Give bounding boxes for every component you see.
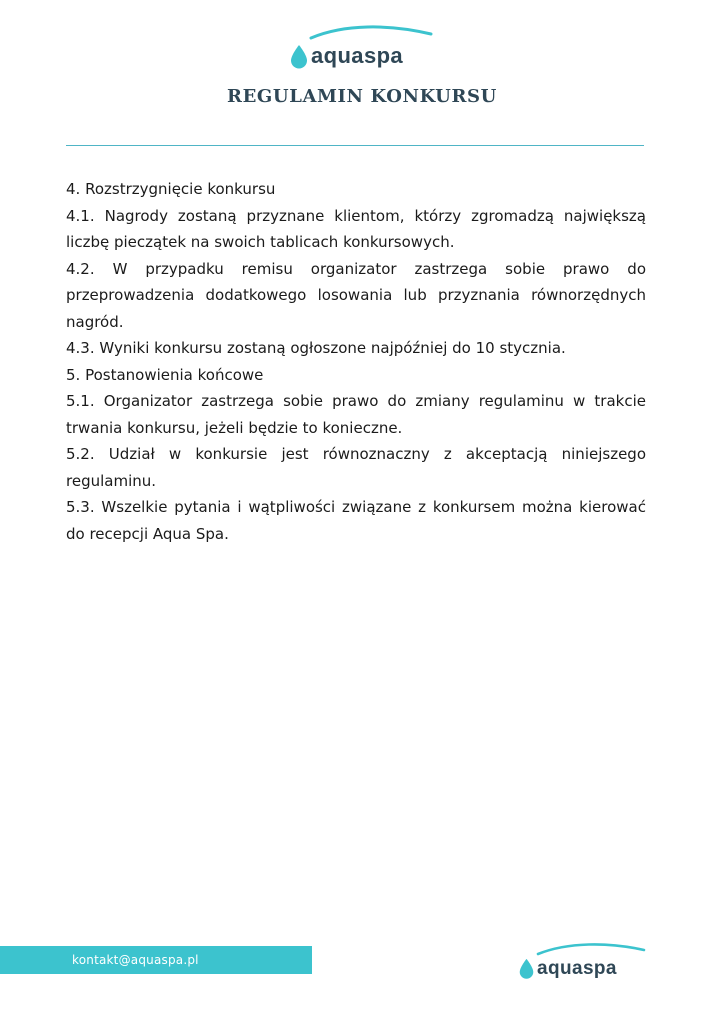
section-heading: 4. Rozstrzygnięcie konkursu: [66, 180, 276, 198]
clause-paragraph: 5.3. Wszelkie pytania i wątpliwości związane z konkursem można kierować do recepcji Aqua Spa.: [66, 498, 646, 543]
clause-paragraph: 4.3. Wyniki konkursu zostaną ogłoszone najpóźniej do 10 stycznia.: [66, 339, 566, 357]
regulation-body: [66, 176, 646, 547]
logo-wordmark: aquaspa: [311, 43, 404, 68]
clause-paragraph: 5.1. Organizator zastrzega sobie prawo do zmiany regulaminu w trakcie trwania konkursu, jeżeli będzie to konieczne.: [66, 392, 646, 437]
water-drop-icon: [289, 44, 309, 70]
footer-logo: [518, 940, 648, 980]
header-logo: [289, 22, 435, 70]
clause-paragraph: 5.2. Udział w konkursie jest równoznaczny z akceptacją niniejszego regulaminu.: [66, 445, 646, 490]
footer-contact-bar: [0, 946, 312, 974]
header-divider: [66, 145, 644, 146]
water-drop-icon: [518, 958, 535, 980]
wave-arc-icon: [518, 940, 648, 958]
section-heading: 5. Postanowienia końcowe: [66, 365, 264, 384]
contact-email[interactable]: kontakt@aquaspa.pl: [72, 953, 199, 967]
clause-paragraph: 4.2. W przypadku remisu organizator zastrzega sobie prawo do przeprowadzenia dodatkowego losowania lub przyznania równorzędnych nagród.: [66, 259, 646, 331]
document-title: REGULAMIN KONKURSU: [227, 86, 497, 107]
logo-wordmark: aquaspa: [537, 958, 617, 979]
wave-arc-icon: [289, 22, 435, 42]
clause-paragraph: 4.1. Nagrody zostaną przyznane klientom, którzy zgromadzą największą liczbę pieczątek na swoich tablicach konkursowych.: [66, 206, 646, 251]
